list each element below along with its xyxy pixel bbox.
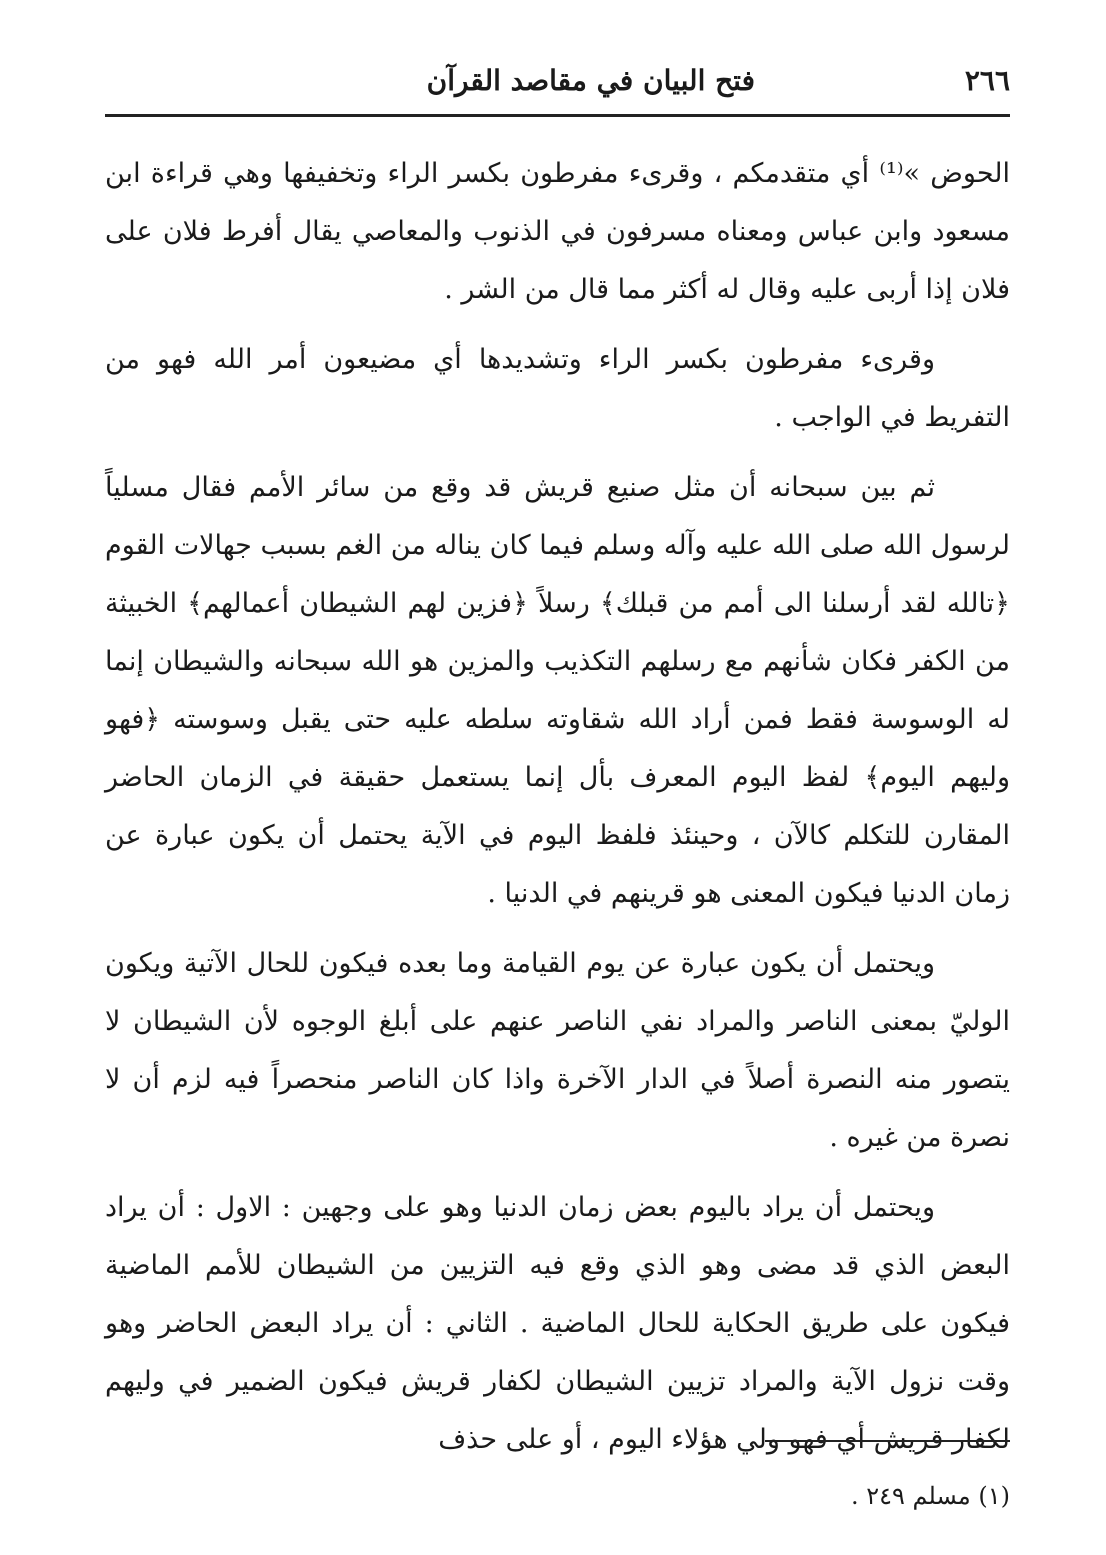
paragraph-1: الحوض »⁽¹⁾ أي متقدمكم ، وقرىء مفرطون بكسر الراء وتخفيفها وهي قراءة ابن مسعود وابن عباس ومعناه مسرفون في الذنوب والمعاصي يقال أفرط فلان على فلان إذا أربى عليه وقال له أكثر مما قال من الشر . [105,158,1010,305]
running-title: فتح البيان في مقاصد القرآن [426,64,755,97]
paragraph-3: ثم بين سبحانه أن مثل صنيع قريش قد وقع من سائر الأمم فقال مسلياً لرسول الله صلى الله عليه وآله وسلم فيما كان يناله من الغم بسبب جهالات القوم ﴿تالله لقد أرسلنا الى أمم من قبلك﴾ رسلاً ﴿فزين لهم الشيطان أعمالهم﴾ الخبيثة من الكفر فكان شأنهم مع رسلهم التكذيب والمزين هو الله سبحانه والشيطان إنما له الوسوسة فقط فمن أراد الله شقاوته سلطه عليه حتى يقبل وسوسته ﴿فهو وليهم اليوم﴾ لفظ اليوم المعرف بأل إنما يستعمل حقيقة في الزمان الحاضر المقارن للتكلم كالآن ، وحينئذ فلفظ اليوم في الآية يحتمل أن يكون عبارة عن زمان الدنيا فيكون المعنى هو قرينهم في الدنيا . [105,472,1010,909]
paragraph-2: وقرىء مفرطون بكسر الراء وتشديدها أي مضيعون أمر الله فهو من التفريط في الواجب . [105,344,1010,433]
footnote-rule [765,1440,1010,1442]
paragraph-4: ويحتمل أن يكون عبارة عن يوم القيامة وما بعده فيكون للحال الآتية ويكون الوليّ بمعنى الناصر والمراد نفي الناصر عنهم على أبلغ الوجوه لأن الشيطان لا يتصور منه النصرة أصلاً في الدار الآخرة واذا كان الناصر منحصراً فيه لزم أن لا نصرة من غيره . [105,948,1010,1153]
page-header [105,62,1010,112]
header-rule [105,114,1010,117]
paragraph-5: ويحتمل أن يراد باليوم بعض زمان الدنيا وهو على وجهين : الاول : أن يراد البعض الذي قد مضى وهو الذي وقع فيه التزيين من الشيطان للأمم الماضية فيكون على طريق الحكاية للحال الماضية . الثاني : أن يراد البعض الحاضر وهو وقت نزول الآية والمراد تزيين الشيطان لكفار قريش فيكون الضمير في وليهم لكفار قريش أي فهو ولي هؤلاء اليوم ، أو على حذف [105,1192,1010,1455]
page-number: ٢٦٦ [964,64,1010,97]
footnote: (١) مسلم ٢٤٩ . [850,1482,1010,1510]
body-text [105,145,1010,1481]
